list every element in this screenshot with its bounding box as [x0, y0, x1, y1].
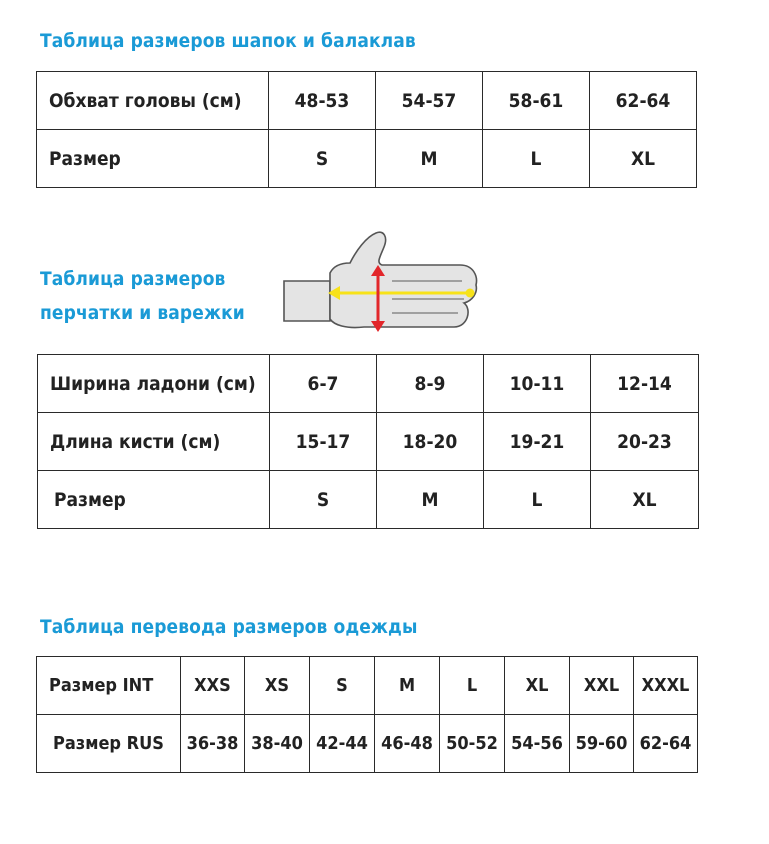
table-cell: XL [590, 130, 697, 188]
table-cell: 50-52 [440, 715, 505, 773]
hats-size-table [36, 71, 697, 188]
table-cell: XXS [181, 657, 245, 715]
table-cell: 62-64 [634, 715, 698, 773]
table-cell: 38-40 [245, 715, 310, 773]
table-cell: 15-17 [270, 413, 377, 471]
table-row [37, 130, 697, 188]
table-cell: M [375, 657, 440, 715]
table-cell: 54-57 [376, 72, 483, 130]
table-cell: S [269, 130, 376, 188]
table-cell: XXXL [634, 657, 698, 715]
gloves-table-title-line1: Таблица размеров [40, 268, 226, 290]
gloves-size-table [37, 354, 699, 529]
table-row [37, 657, 698, 715]
table-row [38, 413, 699, 471]
table-cell: S [270, 471, 377, 529]
table-row [38, 355, 699, 413]
table-cell: L [484, 471, 591, 529]
row-label: Длина кисти (см) [38, 413, 270, 471]
table-cell: 20-23 [591, 413, 699, 471]
table-cell: 48-53 [269, 72, 376, 130]
length-arrow-end [466, 289, 475, 298]
row-label: Размер [38, 471, 270, 529]
table-cell: 18-20 [377, 413, 484, 471]
table-cell: M [377, 471, 484, 529]
row-label: Размер RUS [37, 715, 181, 773]
table-cell: 59-60 [570, 715, 634, 773]
table-cell: S [310, 657, 375, 715]
row-label: Ширина ладони (см) [38, 355, 270, 413]
clothing-size-table [36, 656, 698, 773]
clothing-table-title: Таблица перевода размеров одежды [40, 616, 418, 638]
table-cell: XL [591, 471, 699, 529]
table-cell: L [440, 657, 505, 715]
table-cell: 36-38 [181, 715, 245, 773]
table-cell: XL [505, 657, 570, 715]
table-cell: 46-48 [375, 715, 440, 773]
table-cell: 12-14 [591, 355, 699, 413]
table-cell: 54-56 [505, 715, 570, 773]
table-cell: 8-9 [377, 355, 484, 413]
table-cell: 19-21 [484, 413, 591, 471]
table-cell: XXL [570, 657, 634, 715]
table-cell: 10-11 [484, 355, 591, 413]
mitten-cuff-shape [284, 281, 330, 321]
table-row [37, 72, 697, 130]
table-cell: 62-64 [590, 72, 697, 130]
table-cell: 6-7 [270, 355, 377, 413]
row-label: Обхват головы (см) [37, 72, 269, 130]
row-label: Размер INT [37, 657, 181, 715]
table-cell: M [376, 130, 483, 188]
gloves-table-title-line2: перчатки и варежки [40, 302, 245, 324]
table-cell: L [483, 130, 590, 188]
row-label: Размер [37, 130, 269, 188]
table-row [37, 715, 698, 773]
table-row [38, 471, 699, 529]
table-cell: 42-44 [310, 715, 375, 773]
table-cell: XS [245, 657, 310, 715]
table-cell: 58-61 [483, 72, 590, 130]
hats-table-title: Таблица размеров шапок и балаклав [40, 30, 416, 52]
mitten-measure-icon [282, 229, 482, 337]
